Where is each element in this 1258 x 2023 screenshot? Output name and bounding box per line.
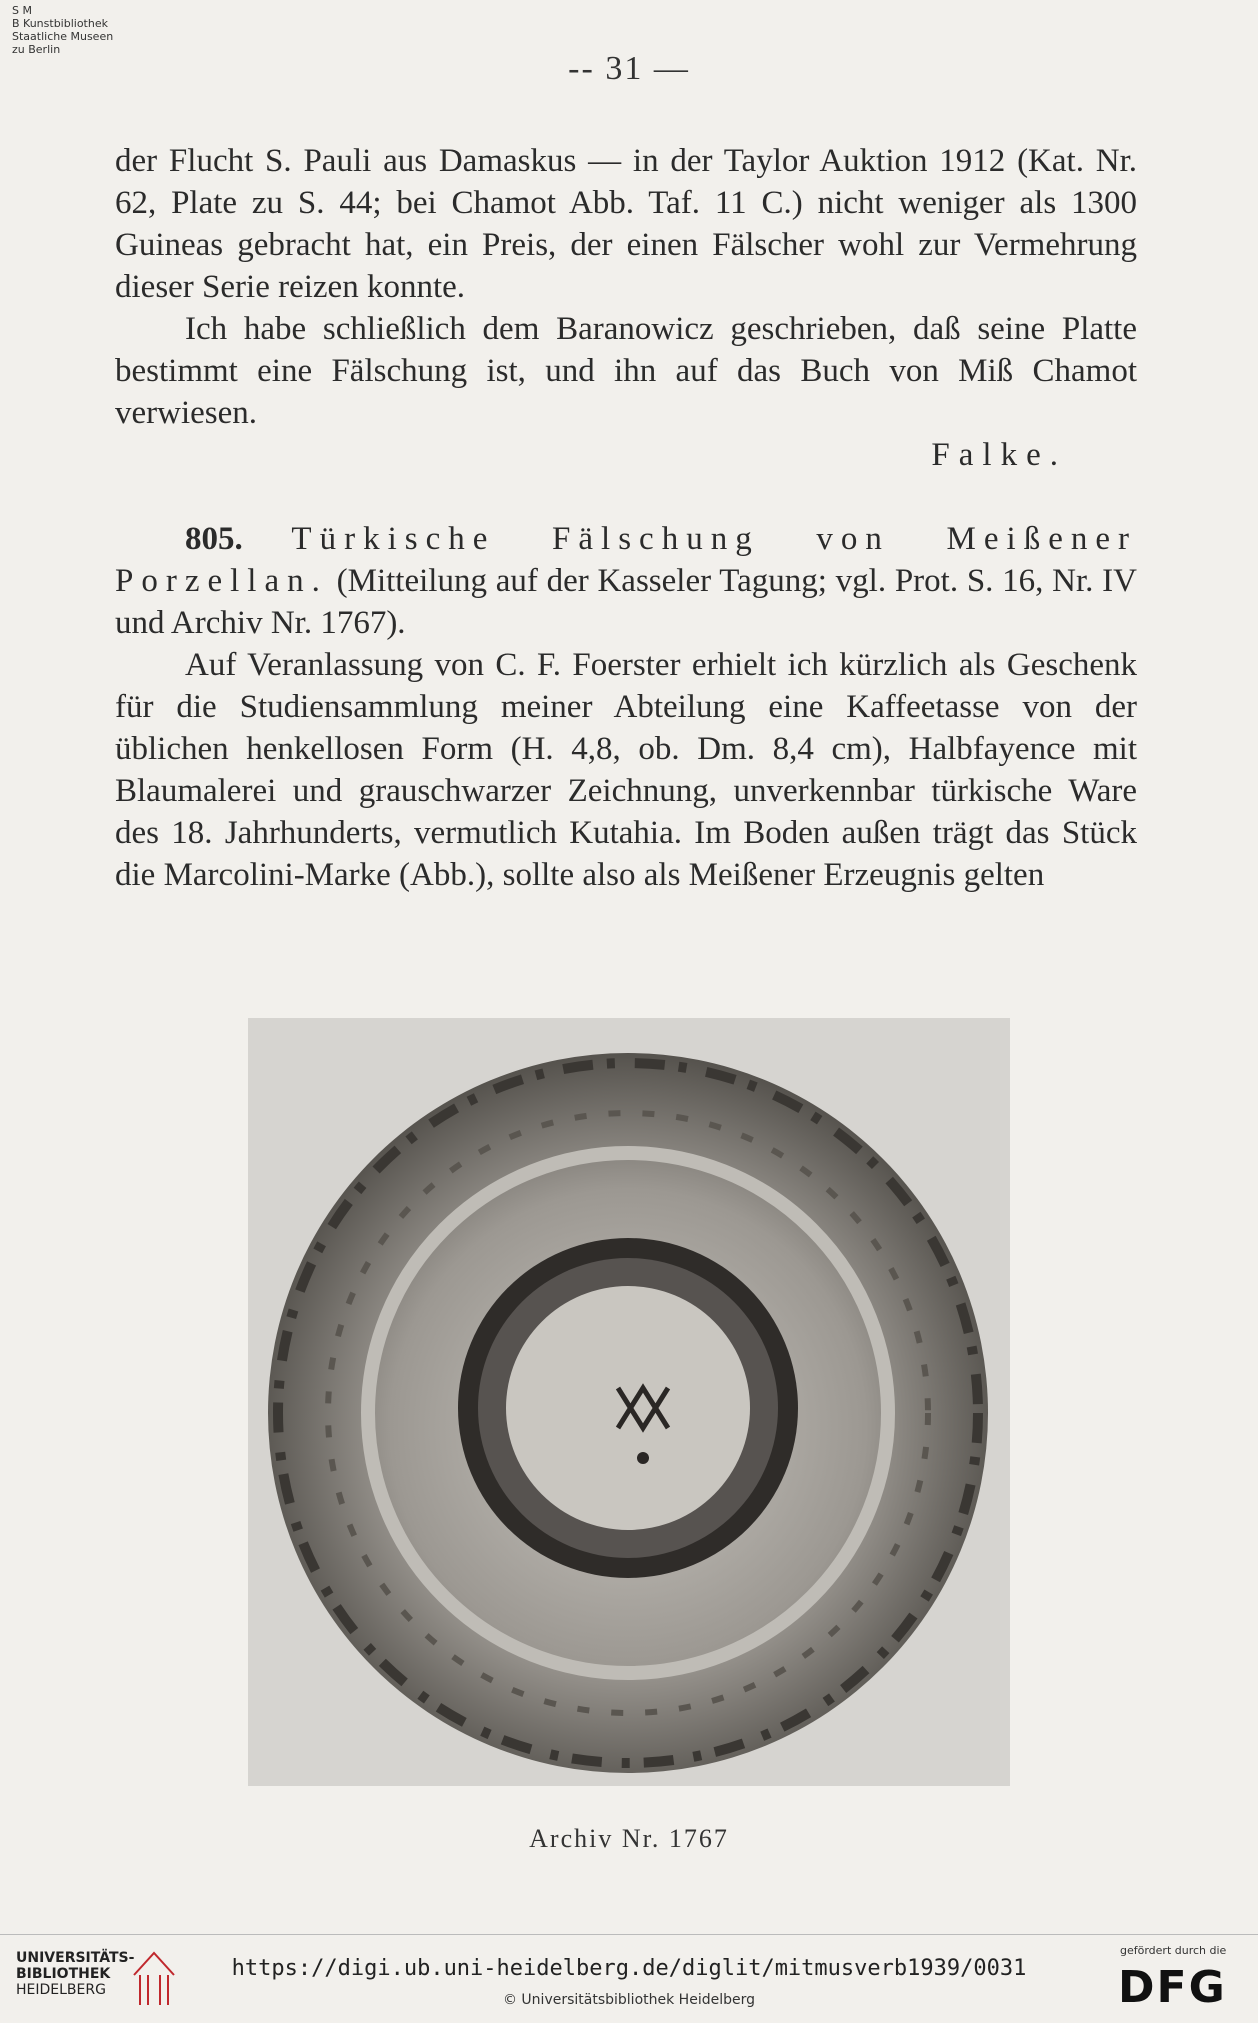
library-name: UNIVERSITÄTS- [16, 1950, 135, 1966]
permalink-url[interactable]: https://digi.ub.uni-heidelberg.de/diglit/mitmusverb1939/0031 [231, 1956, 1027, 1981]
stamp-line: S M [12, 4, 32, 17]
cup-bottom-image [248, 1018, 1010, 1786]
body-text [115, 140, 1137, 896]
paragraph: Ich habe schließlich dem Baranowicz geschrieben, daß seine Platte bestimmt eine Fälschung ist, und ihn auf das Buch von Miß Chamot verwiesen. [115, 311, 1137, 431]
entry-reference: (Mitteilung auf der Kasseler Tagung; vgl. Prot. S. 16, Nr. IV und Archiv Nr. 1767). [115, 563, 1137, 641]
stamp-line: B Kunstbibliothek [12, 17, 108, 30]
funder-label: gefördert durch die [1120, 1944, 1227, 1957]
signature: Falke. [931, 437, 1067, 473]
cup-photograph [248, 1018, 1010, 1786]
stamp-line: Staatliche Museen [12, 30, 114, 43]
dfg-logo: DFG [1118, 1962, 1227, 2013]
library-city: HEIDELBERG [16, 1982, 106, 1998]
entry-title: Türkische Fälschung von Meißener Porzellan. [115, 521, 1137, 599]
entry-number: 805. [185, 521, 243, 557]
library-stamp [12, 4, 113, 56]
footer-divider [0, 1934, 1258, 1935]
library-name: BIBLIOTHEK [16, 1966, 111, 1982]
stamp-line: zu Berlin [12, 43, 61, 56]
paragraph: der Flucht S. Pauli aus Damaskus — in der Taylor Auktion 1912 (Kat. Nr. 62, Plate zu S. 44; bei Chamot Abb. Taf. 11 C.) nicht weniger als 1300 Guineas gebracht hat, ein Preis, der einen Fälscher wohl zur Vermehrung dieser Serie reizen konnte. [115, 143, 1137, 305]
copyright-notice: © Universitätsbibliothek Heidelberg [502, 1992, 755, 2008]
page-number: -- 31 — [568, 50, 690, 87]
entry-heading [115, 518, 1137, 644]
figure-caption: Archiv Nr. 1767 [529, 1824, 729, 1853]
paragraph: Auf Veranlassung von C. F. Foerster erhielt ich kürzlich als Geschenk für die Studiensammlung meiner Abteilung eine Kaffeetasse von der üblichen henkellosen Form (H. 4,8, ob. Dm. 8,4 cm), Halbfayence mit Blaumalerei und grauschwarzer Zeichnung, unverkennbar türkische Ware des 18. Jahrhunderts, vermutlich Kutahia. Im Boden außen trägt das Stück die Marcolini-Marke (Abb.), sollte also als Meißener Erzeugnis gelten [115, 647, 1137, 893]
